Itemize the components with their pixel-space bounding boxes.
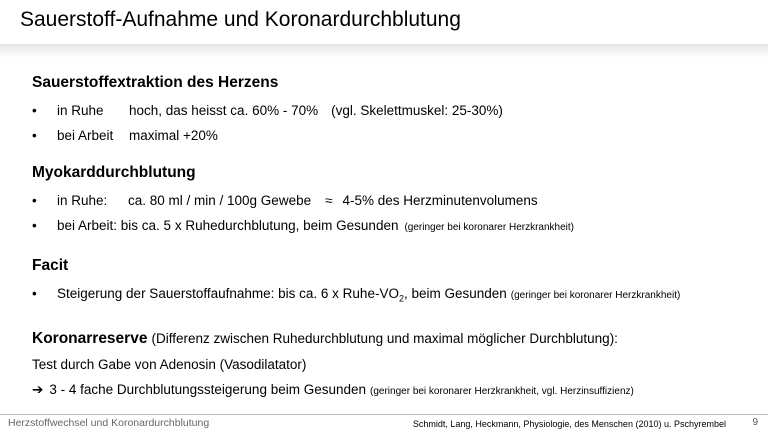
myocard-rest-value: ca. 80 ml / min / 100g Gewebe — [128, 193, 312, 208]
bullet: • — [32, 103, 37, 118]
myocard-work-line — [32, 218, 574, 233]
title-divider — [0, 44, 768, 58]
extraction-work-value: maximal +20% — [129, 128, 218, 143]
facit-text-post: , beim Gesunden — [403, 286, 507, 301]
bullet: • — [32, 193, 37, 208]
reserve-result: 3 - 4 fache Durchblutungssteigerung beim Gesunden — [49, 382, 367, 397]
extraction-rest-note: (vgl. Skelettmuskel: 25-30%) — [331, 103, 503, 118]
arrow-icon: ➔ — [32, 382, 44, 397]
myocard-work-note: (geringer bei koronarer Herzkrankheit) — [404, 222, 574, 233]
facit-line — [32, 286, 680, 304]
bullet: • — [32, 218, 37, 233]
myocard-work-text: bei Arbeit: bis ca. 5 x Ruhedurchblutung, beim Gesunden — [57, 218, 399, 233]
extraction-rest-label: in Ruhe — [57, 103, 104, 118]
approx-symbol: ≈ — [325, 193, 333, 208]
myocard-rest-label: in Ruhe: — [57, 193, 108, 208]
heading-myocard: Myokarddurchblutung — [32, 164, 196, 181]
reserve-heading-line — [32, 330, 618, 348]
footer-divider — [0, 414, 768, 415]
reserve-result-line — [32, 382, 634, 398]
slide-title: Sauerstoff-Aufnahme und Koronardurchblutung — [20, 8, 461, 31]
extraction-rest-value: hoch, das heisst ca. 60% - 70% — [129, 103, 319, 118]
heading-extraction: Sauerstoffextraktion des Herzens — [32, 74, 279, 91]
myocard-rest-line — [32, 193, 538, 208]
footer-topic: Herzstoffwechsel und Koronardurchblutung — [8, 417, 210, 429]
footer-source: Schmidt, Lang, Heckmann, Physiologie, des Menschen (2010) u. Pschyrembel — [412, 419, 726, 429]
extraction-rest-line — [32, 103, 503, 118]
heading-reserve: Koronarreserve — [32, 330, 148, 347]
extraction-work-label: bei Arbeit — [57, 128, 114, 143]
bullet: • — [32, 128, 37, 143]
facit-note: (geringer bei koronarer Herzkrankheit) — [510, 290, 681, 301]
bullet: • — [32, 286, 37, 301]
page-number: 9 — [752, 417, 758, 428]
facit-text: Steigerung der Sauerstoffaufnahme: bis ca. 6 x Ruhe-VO — [57, 286, 399, 301]
reserve-heading-note: (Differenz zwischen Ruhedurchblutung und maximal möglicher Durchblutung): — [151, 331, 618, 346]
heading-facit: Facit — [32, 257, 69, 274]
facit-subscript: 2 — [398, 293, 404, 304]
reserve-test: Test durch Gabe von Adenosin (Vasodilatator) — [32, 357, 307, 372]
extraction-work-line — [32, 128, 218, 143]
reserve-result-note: (geringer bei koronarer Herzkrankheit, vgl. Herzinsuffizienz) — [370, 386, 634, 397]
myocard-rest-note: 4-5% des Herzminutenvolumens — [342, 193, 538, 208]
